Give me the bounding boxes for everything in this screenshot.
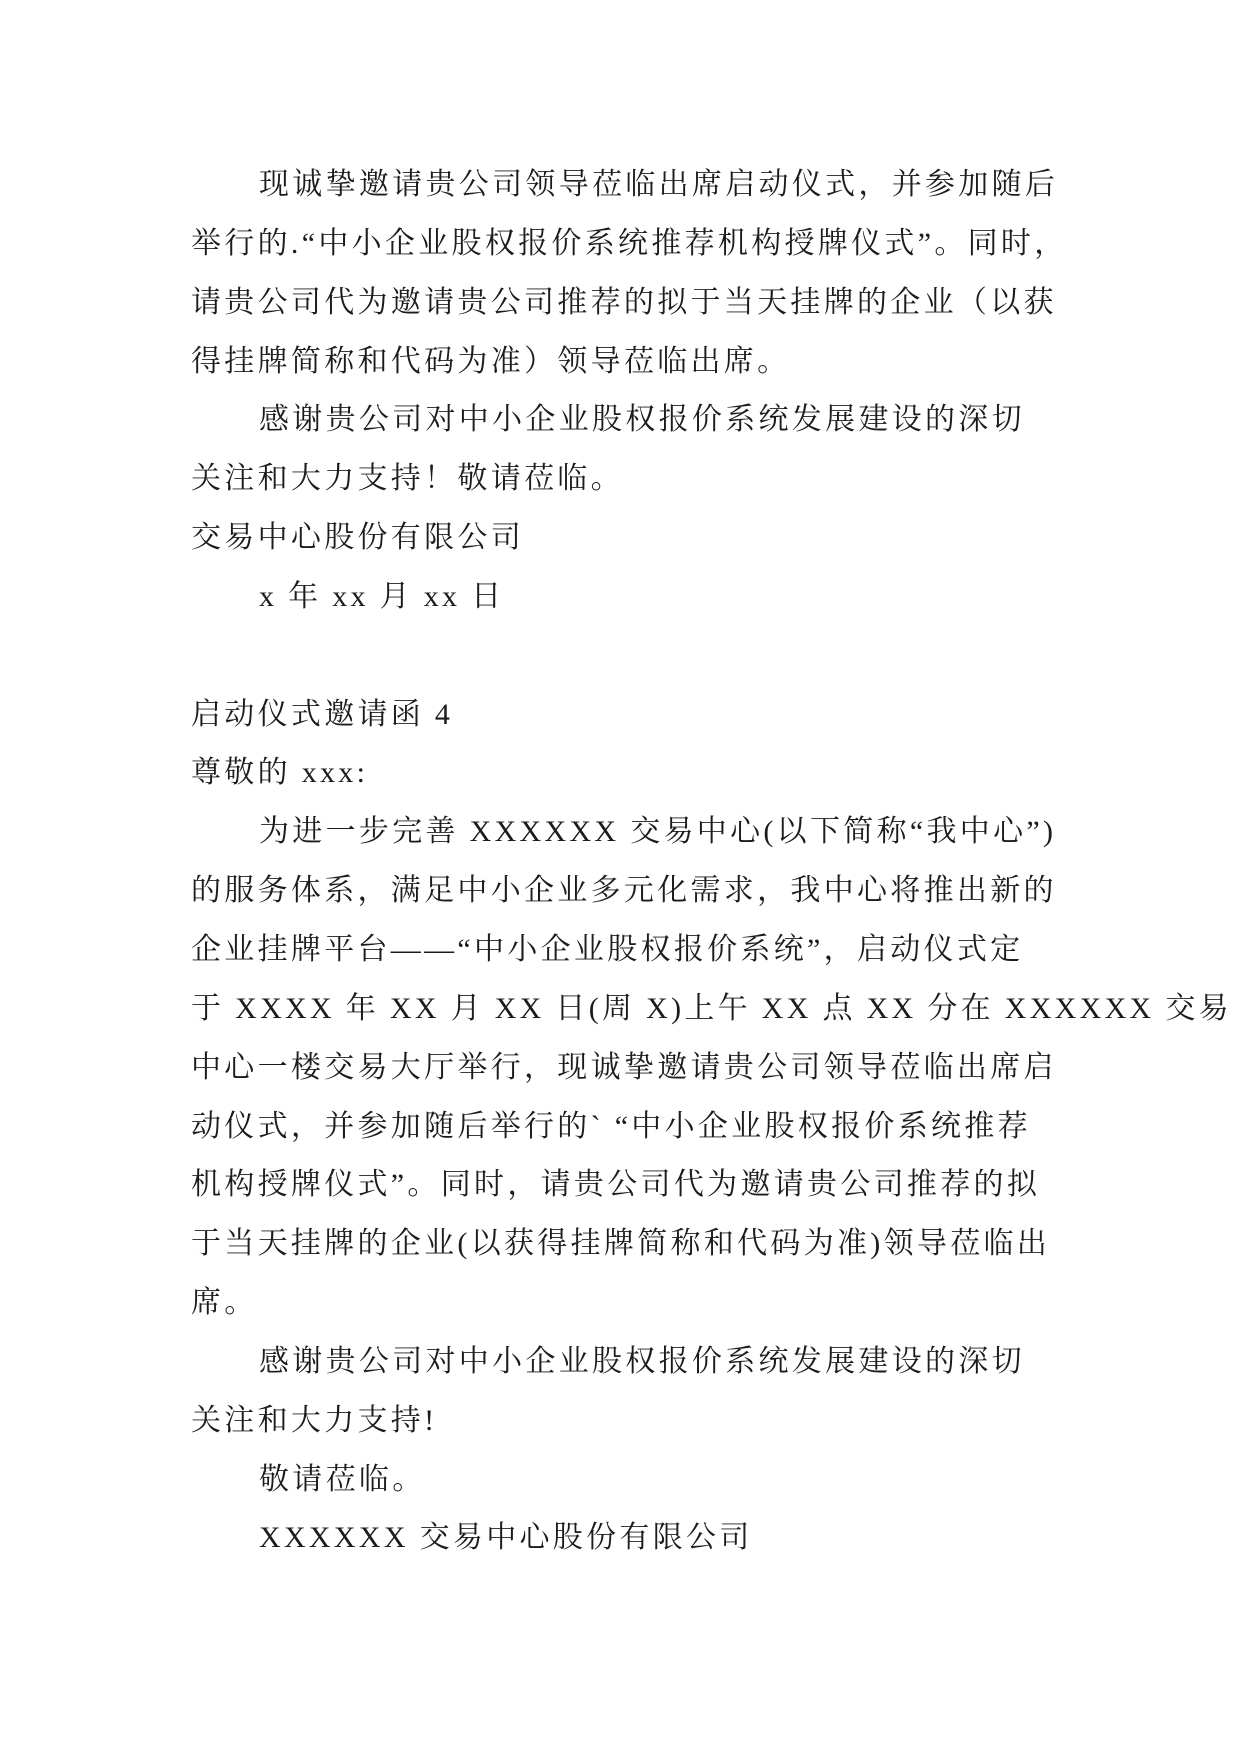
text-line: 为进一步完善 XXXXXX 交易中心(以下简称“我中心”)	[259, 815, 1057, 849]
text-line: 机构授牌仪式”。同时，请贵公司代为邀请贵公司推荐的拟	[191, 1168, 1041, 1202]
continuation-section	[191, 156, 1091, 627]
text-line: 感谢贵公司对中小企业股权报价系统发展建设的深切	[259, 403, 1025, 437]
text-line: 企业挂牌平台——“中小企业股权报价系统”，启动仪式定	[191, 932, 1024, 966]
text-line: 席。	[191, 1286, 258, 1320]
text-line: 感谢贵公司对中小企业股权报价系统发展建设的深切	[259, 1344, 1025, 1378]
document-body	[191, 156, 1232, 1568]
text-line: 关注和大力支持!	[191, 1403, 438, 1437]
date: x 年 xx 月 xx 日	[259, 579, 505, 613]
salutation: 尊敬的 xxx:	[191, 756, 369, 790]
text-line: 的服务体系，满足中小企业多元化需求，我中心将推出新的	[191, 874, 1057, 908]
closing: 敬请莅临。	[259, 1462, 426, 1496]
text-line: 得挂牌简称和代码为准）领导莅临出席。	[191, 344, 791, 378]
text-line: 现诚挚邀请贵公司领导莅临出席启动仪式，并参加随后	[259, 168, 1059, 201]
letter-title: 启动仪式邀请函 4	[191, 697, 454, 731]
signature: XXXXXX 交易中心股份有限公司	[259, 1521, 753, 1555]
paragraph	[191, 391, 1091, 509]
text-line: 关注和大力支持！敬请莅临。	[191, 462, 624, 496]
blank-line	[191, 627, 1091, 686]
signature: 交易中心股份有限公司	[191, 521, 524, 555]
text-line: 于 XXXX 年 XX 月 XX 日(周 X)上午 XX 点 XX 分在 XXXXXX 交易	[191, 991, 1232, 1025]
text-line: 动仪式，并参加随后举行的` “中小企业股权报价系统推荐	[191, 1109, 1031, 1143]
text-line: 请贵公司代为邀请贵公司推荐的拟于当天挂牌的企业（以获	[191, 285, 1057, 319]
paragraph	[191, 803, 1232, 1333]
paragraph	[191, 1333, 1091, 1451]
letter-section	[191, 686, 1232, 1569]
text-line: 举行的.“中小企业股权报价系统推荐机构授牌仪式”。同时，	[191, 226, 1068, 260]
text-line: 中心一楼交易大厅举行，现诚挚邀请贵公司领导莅临出席启	[191, 1050, 1057, 1084]
paragraph	[191, 156, 1091, 391]
text-line: 于当天挂牌的企业(以获得挂牌简称和代码为准)领导莅临出	[191, 1227, 1051, 1261]
